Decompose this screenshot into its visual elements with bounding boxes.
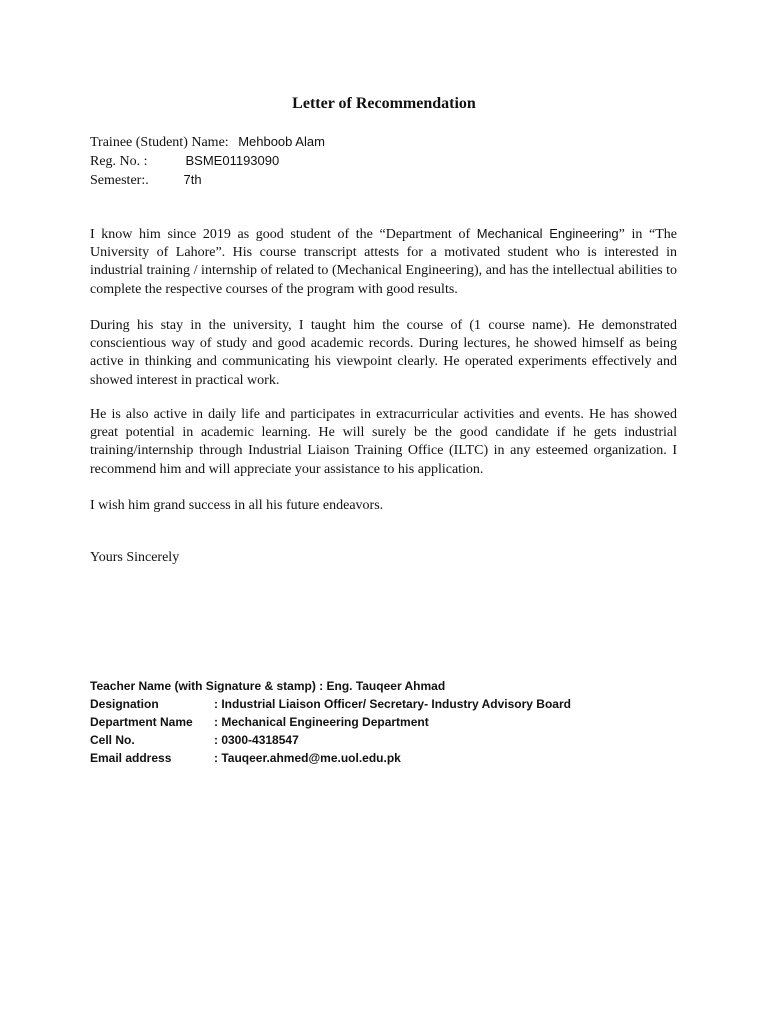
semester-row [90, 171, 202, 190]
designation-value: : Industrial Liaison Officer/ Secretary- Industry Advisory Board [214, 697, 571, 711]
paragraph-intro-part1: I know him since 2019 as good student of the “Department of [90, 227, 477, 242]
semester-label: Semester:. [90, 173, 149, 188]
teacher-name-line: Teacher Name (with Signature & stamp) : Eng. Tauqeer Ahmad [90, 679, 446, 693]
paragraph-activities: He is also active in daily life and participates in extracurricular activities and events. He has showed great potential in academic learning. He will surely be the good candidate if he gets industrial training/internship through Industrial Liaison Training Office (ILTC) in any esteemed organization. I recommend him and will appreciate your assistance to his application. [90, 407, 677, 477]
reg-no-value: BSME01193090 [185, 153, 280, 168]
paragraph-wish: I wish him grand success in all his future endeavors. [90, 498, 384, 513]
department-label: Department Name [90, 715, 193, 729]
cell-label: Cell No. [90, 733, 135, 747]
designation-row [90, 696, 571, 712]
email-label: Email address [90, 751, 172, 765]
letter-title: Letter of Recommendation [292, 95, 476, 112]
department-name-inline: Mechanical Engineering [476, 226, 619, 241]
semester-value: 7th [183, 172, 202, 187]
trainee-name-value: Mehboob Alam [238, 134, 325, 149]
closing-salutation: Yours Sincerely [90, 550, 180, 565]
designation-label: Designation [90, 697, 159, 711]
department-value: : Mechanical Engineering Department [214, 715, 429, 729]
paragraph-intro-part2: ” in “The University of Lahore”. His course transcript attests for a motivated student who is interested in industrial training / internship of related to (Mechanical Engineering), and has the intellectual abilities to complete the respective courses of the program with good results. [90, 227, 677, 297]
department-row [90, 714, 429, 730]
email-row [90, 750, 401, 766]
trainee-name-label: Trainee (Student) Name: [90, 135, 229, 150]
cell-row [90, 732, 299, 748]
trainee-name-row [90, 133, 325, 152]
reg-no-label: Reg. No. : [90, 154, 148, 169]
cell-value: : 0300-4318547 [214, 733, 299, 747]
paragraph-course: During his stay in the university, I taught him the course of (1 course name). He demonstrated conscientious way of study and good academic records. During lectures, he showed himself as being active in thinking and communicating his viewpoint clearly. He operated experiments effectively and showed interest in practical work. [90, 318, 677, 388]
paragraph-intro [90, 225, 677, 299]
reg-no-row [90, 152, 279, 171]
email-value: : Tauqeer.ahmed@me.uol.edu.pk [214, 751, 401, 765]
